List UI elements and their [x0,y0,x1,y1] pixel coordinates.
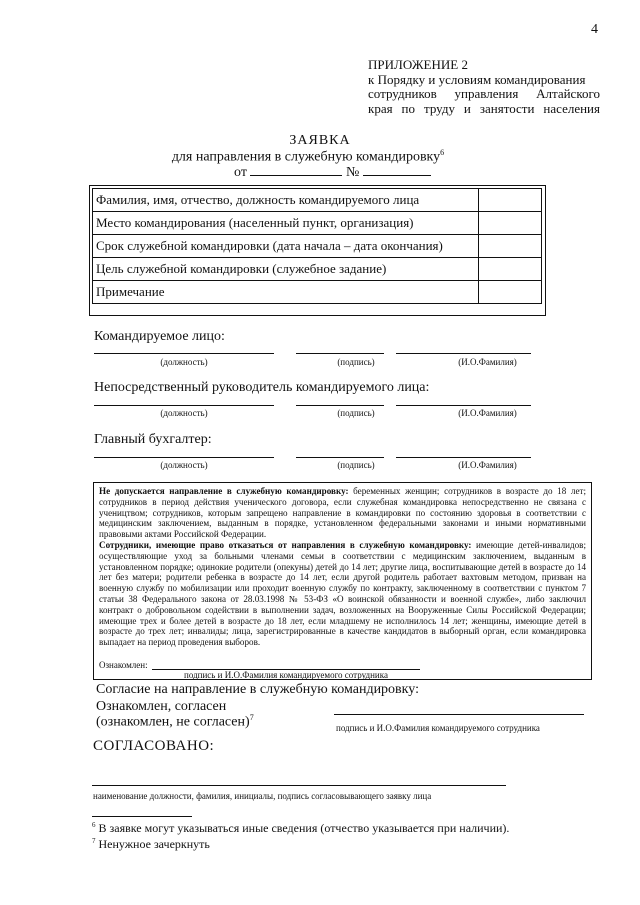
row-value-cell[interactable] [479,258,542,281]
number-field[interactable] [363,163,431,176]
footnote-mark: 7 [92,837,96,845]
footnote-7 [92,837,210,852]
position-caption: (должность) [160,357,208,367]
signature-caption: (подпись) [337,408,375,418]
name-caption: (И.О.Фамилия) [458,357,517,367]
row-label: Срок служебной командировки (дата начала – дата окончания) [93,235,479,258]
appendix-line-2: сотрудников управления Алтайского [368,86,600,101]
page-number: 4 [591,22,598,37]
signature-caption: (подпись) [337,460,375,470]
footnote-text: Ненужное зачеркнуть [95,837,210,851]
consent-caption: подпись и И.О.Фамилия командируемого сотрудника [336,723,540,733]
position-caption: (должность) [160,408,208,418]
appendix-heading: ПРИЛОЖЕНИЕ 2 [368,57,468,72]
notice-heading-2: Сотрудники, имеющие право отказаться от направления в служебную командировку: [99,539,472,550]
consent-agree[interactable]: Ознакомлен, согласен [96,699,227,714]
footnote-divider [92,816,192,817]
document-title: ЗАЯВКА [289,133,351,148]
from-label: от [234,165,247,180]
date-field[interactable] [250,163,342,176]
number-label: № [345,165,360,180]
approval-caption: наименование должности, фамилия, инициалы, подпись согласовывающего заявку лица [93,791,432,801]
date-number-line [234,163,514,181]
row-value-cell[interactable] [479,281,542,304]
consent-disagree-text: (ознакомлен, не согласен) [96,714,250,730]
name-caption: (И.О.Фамилия) [458,460,517,470]
notice-paragraph-1 [99,486,586,540]
row-value-cell[interactable] [479,235,542,258]
subtitle-footnote-mark: 6 [440,148,445,157]
approval-heading: СОГЛАСОВАНО: [93,738,215,754]
table-row [93,281,542,304]
appendix-block [368,58,600,116]
position-caption: (должность) [160,460,208,470]
table-row [93,235,542,258]
name-line[interactable] [396,353,531,354]
consent-heading: Согласие на направление в служебную командировку: [96,682,419,697]
footnote-text: В заявке могут указываться иные сведения (отчество указывается при наличии). [95,821,510,835]
row-label: Место командирования (населенный пункт, организация) [93,212,479,235]
row-label: Примечание [93,281,479,304]
name-line[interactable] [396,405,531,406]
footnote-6 [92,821,509,836]
signature-label-employee: Командируемое лицо: [94,329,225,344]
table-row [93,258,542,281]
signature-label-manager: Непосредственный руководитель командируемого лица: [94,380,430,395]
request-table [92,188,542,304]
acquainted-caption: подпись и И.О.Фамилия командируемого сотрудника [184,670,388,680]
footnote-mark: 6 [92,821,96,829]
consent-signature-line[interactable] [334,714,584,715]
row-value-cell[interactable] [479,189,542,212]
notice-box [93,482,592,680]
notice-text-2: имеющие детей-инвалидов; осуществляющие уход за больными членами семьи в соответствии с медицинским заключением, выданным в установленном порядке; одинокие родители (опекуны) детей до 14 лет; другие лица, воспитывающие детей в возрасте до 14 лет без матери; родители ребенка в возрасте до 14 лет, если другой родитель работает вахтовым методом, призван на военную службу по мобилизации или проходит военную службу по контракту, заключенному в соответствии с пунктом 7 статьи 38 Федерального закона от 28.03.1998 № 53-ФЗ «О воинской обязанности и военной службе», либо заключил контракт о добровольном содействии в выполнении задач, возложенных на Вооруженные Силы Российской Федерации; имеющие трех и более детей в возрасте до 18 лет, если младшему не исполнилось 14 лет; женщины, имеющие детей в возрасте до трех лет; инвалиды; лица, зарегистрированные в качестве кандидатов в выборный орган, если командировка выпадает на период проведения выборов. [99,539,586,648]
appendix-line-1: к Порядку и условиям командирования [368,71,586,87]
notice-text-1: беременных женщин; сотрудников в возрасте до 18 лет; сотрудников в период действия ученического договора, если служебная командировка непосредственно не связана с учеництвом; сотрудников, которым запрещено направление в командировки по состоянию здоровья в соответствии с медицинским заключением, выданным в порядке, установленном федеральными законами и иными нормативными правовыми актами Российской Федерации. [99,486,586,540]
name-line[interactable] [396,457,531,458]
consent-disagree[interactable] [96,713,254,731]
table-row [93,212,542,235]
signature-line[interactable] [296,405,384,406]
position-line[interactable] [94,405,274,406]
position-line[interactable] [94,457,274,458]
signature-caption: (подпись) [337,357,375,367]
notice-heading-1: Не допускается направление в служебную командировку: [99,486,349,496]
appendix-line-3: края по труду и занятости населения [368,100,600,116]
position-line[interactable] [94,353,274,354]
notice-paragraph-2 [99,540,586,648]
signature-label-accountant: Главный бухгалтер: [94,432,212,447]
signature-line[interactable] [296,457,384,458]
name-caption: (И.О.Фамилия) [458,408,517,418]
signature-line[interactable] [296,353,384,354]
row-label: Цель служебной командировки (служебное задание) [93,258,479,281]
approval-signature-line[interactable] [92,785,506,786]
row-label: Фамилия, имя, отчество, должность командируемого лица [93,189,479,212]
consent-footnote-mark: 7 [249,713,254,722]
subtitle-text: для направления в служебную командировку [171,149,441,165]
row-value-cell[interactable] [479,212,542,235]
acquainted-label: Ознакомлен: [99,660,148,670]
table-row [93,189,542,212]
